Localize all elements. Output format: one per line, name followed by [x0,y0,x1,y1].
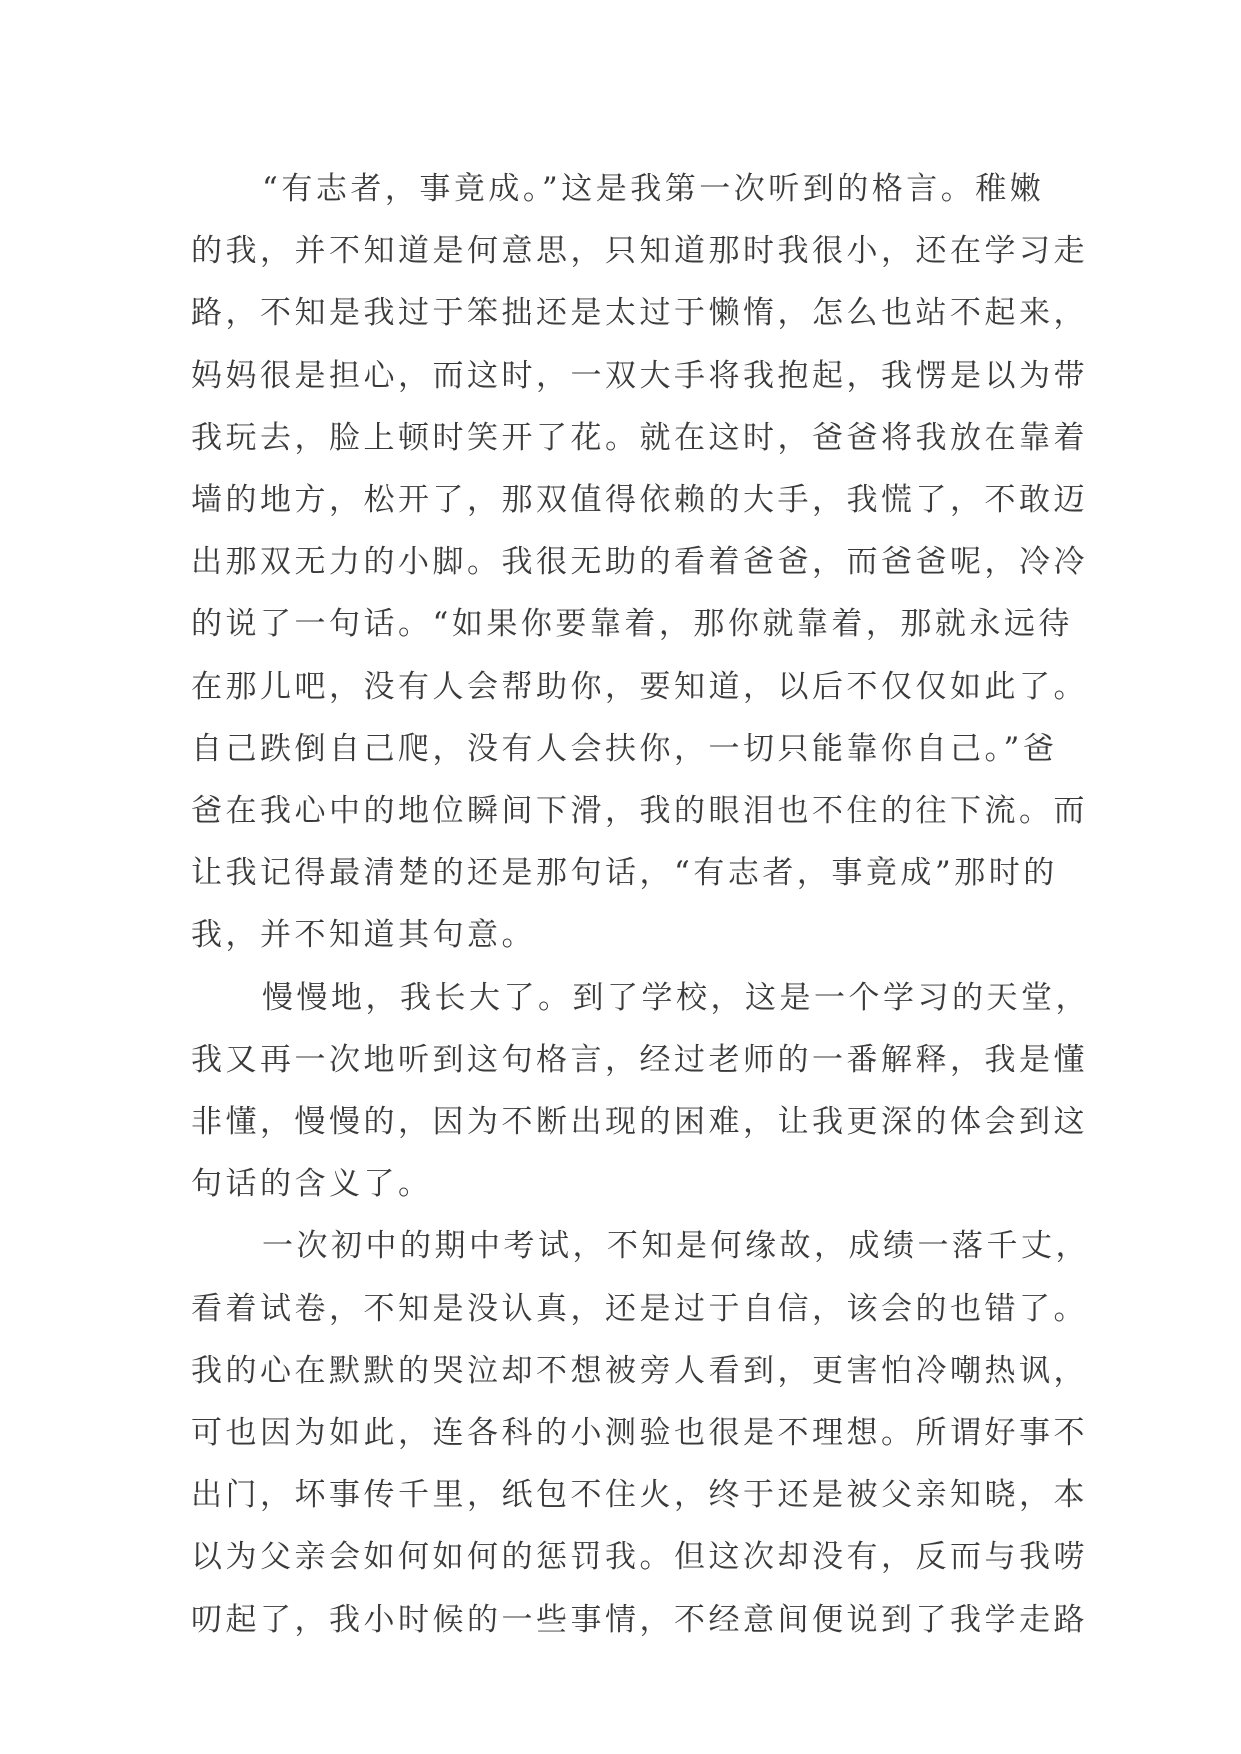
text-line: 墙的地方，松开了，那双值得依赖的大手，我慌了，不敢迈 [191,482,1088,519]
text-line: 我玩去，脸上顿时笑开了花。就在这时，爸爸将我放在靠着 [191,419,1088,456]
text-line: 让我记得最清楚的还是那句话，“有志者，事竟成”那时的 [191,855,1058,892]
text-line: 可也因为如此，连各科的小测验也很是不理想。所谓好事不 [191,1415,1088,1452]
paragraph [191,158,1088,967]
text-line: 妈妈很是担心，而这时，一双大手将我抱起，我愣是以为带 [191,357,1088,394]
text-line: 我的心在默默的哭泣却不想被旁人看到，更害怕冷嘲热讽， [191,1352,1088,1389]
text-line: 句话的含义了。 [191,1166,433,1203]
text-line: “有志者，事竟成。”这是我第一次听到的格言。稚嫩 [262,171,1045,207]
text-line: 我又再一次地听到这句格言，经过老师的一番解释，我是懂 [191,1041,1088,1078]
text-line: 的说了一句话。“如果你要靠着，那你就靠着，那就永远待 [191,606,1073,643]
text-line: 非懂，慢慢的，因为不断出现的困难，让我更深的体会到这 [191,1104,1088,1141]
paragraph [191,967,1090,1216]
text-line: 路，不知是我过于笨拙还是太过于懒惰，怎么也站不起来， [191,295,1088,332]
text-line: 我，并不知道其句意。 [191,917,536,954]
text-line: 在那儿吧，没有人会帮助你，要知道，以后不仅仅如此了。 [191,668,1088,705]
text-line: 看着试卷，不知是没认真，还是过于自信，该会的也错了。 [191,1290,1088,1327]
text-line: 慢慢地，我长大了。到了学校，这是一个学习的天堂， [262,979,1090,1016]
paragraph [191,1215,1090,1650]
text-line: 自己跌倒自己爬，没有人会扶你，一切只能靠你自己。”爸 [191,730,1058,767]
text-line: 叨起了，我小时候的一些事情，不经意间便说到了我学走路 [191,1601,1088,1638]
essay-body [191,158,1090,1651]
text-line: 以为父亲会如何如何的惩罚我。但这次却没有，反而与我唠 [191,1539,1088,1576]
text-line: 一次初中的期中考试，不知是何缘故，成绩一落千丈， [262,1228,1090,1265]
text-line: 出门，坏事传千里，纸包不住火，终于还是被父亲知晓，本 [191,1477,1088,1514]
text-line: 出那双无力的小脚。我很无助的看着爸爸，而爸爸呢，冷冷 [191,544,1088,581]
text-line: 爸在我心中的地位瞬间下滑，我的眼泪也不住的往下流。而 [191,793,1088,830]
text-line: 的我，并不知道是何意思，只知道那时我很小，还在学习走 [191,233,1088,270]
